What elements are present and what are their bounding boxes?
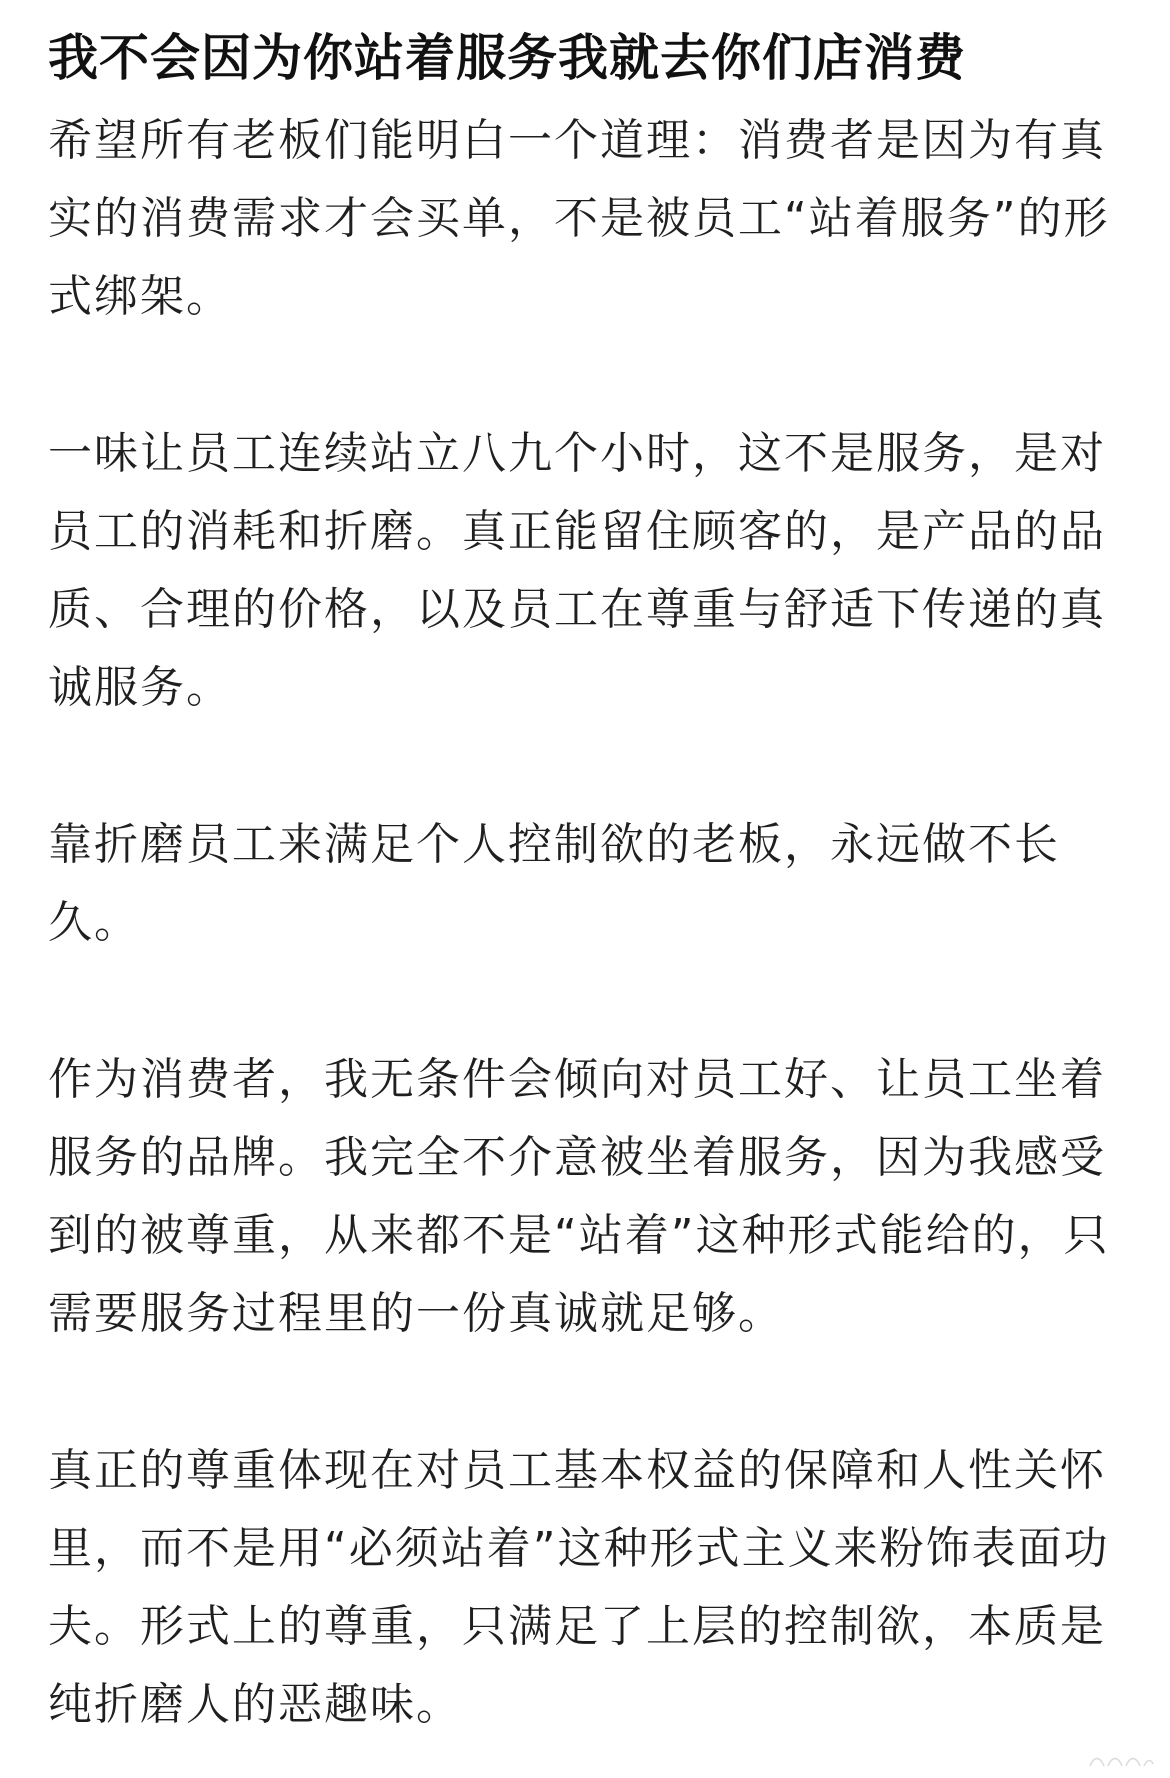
paragraph-4: 作为消费者，我无条件会倾向对员工好、让员工坐着服务的品牌。我完全不介意被坐着服务，因为我感受到的被尊重，从来都不是“站着”这种形式能给的，只需要服务过程里的一份真诚就足够。 — [48, 1054, 1110, 1339]
paragraph-1: 希望所有老板们能明白一个道理：消费者是因为有真实的消费需求才会买单，不是被员工“站着服务”的形式绑架。 — [48, 115, 1110, 322]
article-body — [48, 102, 1122, 1744]
article-title: 我不会因为你站着服务我就去你们店消费 — [48, 29, 966, 87]
paragraph-5: 真正的尊重体现在对员工基本权益的保障和人性关怀里，而不是用“必须站着”这种形式主义来粉饰表面功夫。形式上的尊重，只满足了上层的控制欲，本质是纯折磨人的恶趣味。 — [48, 1445, 1110, 1730]
paragraph-3: 靠折磨员工来满足个人控制欲的老板，永远做不长久。 — [48, 819, 1060, 948]
paragraph-2: 一味让员工连续站立八九个小时，这不是服务，是对员工的消耗和折磨。真正能留住顾客的，是产品的品质、合理的价格，以及员工在尊重与舒适下传递的真诚服务。 — [48, 428, 1106, 713]
watermark-logo — [1086, 1750, 1156, 1772]
